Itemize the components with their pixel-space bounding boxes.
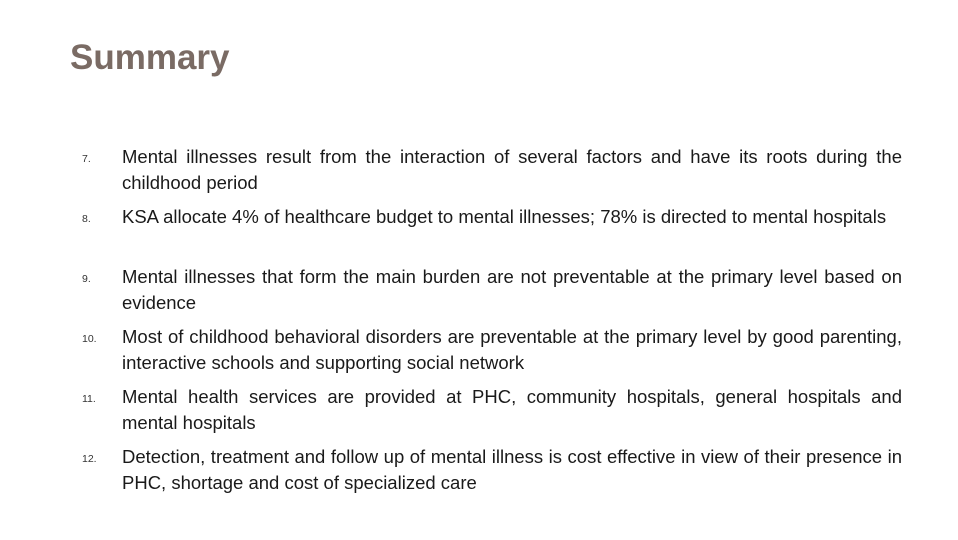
item-number: 9. — [82, 273, 91, 285]
slide-title: Summary — [70, 38, 230, 77]
item-text: Detection, treatment and follow up of mental illness is cost effective in view of their presence in PHC, shortage and cost of specialized care — [122, 446, 902, 493]
summary-list — [82, 144, 904, 504]
item-text: Mental illnesses result from the interaction of several factors and have its roots during the childhood period — [122, 146, 902, 193]
item-number: 8. — [82, 213, 91, 225]
item-text: KSA allocate 4% of healthcare budget to mental illnesses; 78% is directed to mental hospitals — [122, 206, 887, 227]
summary-item-7 — [82, 144, 904, 204]
summary-item-11 — [82, 384, 904, 444]
summary-item-8 — [82, 204, 904, 264]
item-text: Most of childhood behavioral disorders are preventable at the primary level by good parenting, interactive schools and supporting social network — [122, 326, 902, 373]
summary-item-9 — [82, 264, 904, 324]
summary-item-12 — [82, 444, 904, 504]
item-text: Mental illnesses that form the main burden are not preventable at the primary level based on evidence — [122, 266, 902, 313]
summary-item-10 — [82, 324, 904, 384]
item-number: 10. — [82, 333, 97, 345]
item-number: 11. — [82, 393, 96, 405]
item-number: 7. — [82, 153, 91, 165]
item-number: 12. — [82, 453, 97, 465]
item-text: Mental health services are provided at PHC, community hospitals, general hospitals and mental hospitals — [122, 386, 902, 433]
